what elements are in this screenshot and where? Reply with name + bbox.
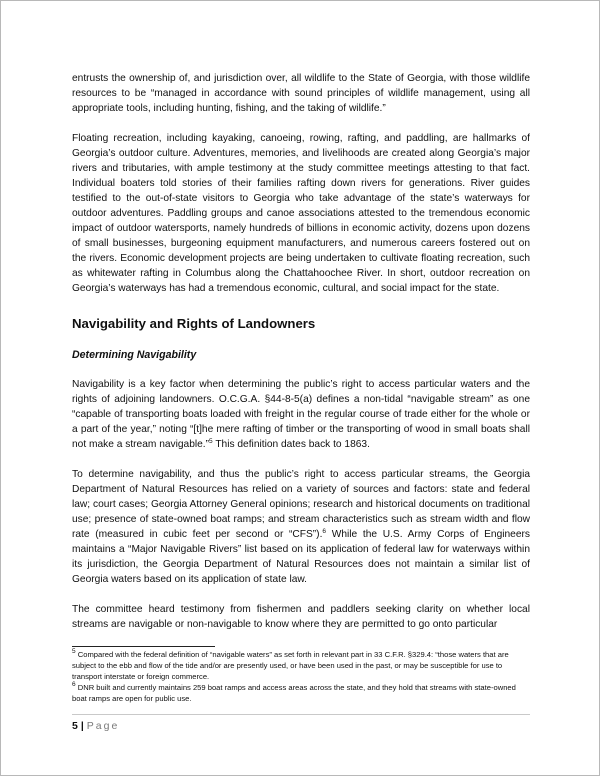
paragraph-navigability [72, 377, 530, 452]
footnote-number: 5 [72, 648, 76, 655]
body-content [72, 71, 530, 632]
footer-divider [72, 714, 530, 715]
footnote-number: 6 [72, 681, 76, 688]
footnote-text: Compared with the federal definition of “navigable waters” as set forth in relevant part in 33 C.F.R. §329.4: “those waters that are subject to the ebb and flow of the tide and/or are presently used, or have been used in the past, or may be susceptible for use to transport interstate or foreign commerce. [72, 650, 509, 681]
paragraph-dnr-sources-tail: While the U.S. Army Corps of Engineers maintains a “Major Navigable Rivers” list based on its application of federal law for waterways within its jurisdiction, the Georgia Department of Natural Resources does not maintain a similar list of Georgia waters based on its application of state law. [72, 529, 530, 585]
page-label: Page [86, 720, 120, 732]
footnote-6 [72, 682, 532, 704]
paragraph-floating-recreation: Floating recreation, including kayaking, canoeing, rowing, rafting, and paddling, are hallmarks of Georgia’s outdoor culture. Adventures, memories, and livelihoods are created along Georgia’s major rivers and tributaries, with ample testimony at the study committee meetings attesting to that fact. Individual boaters told stories of their families rafting down rivers for generations. River guides testified to the out-of-state visitors to Georgia who take advantage of the state’s waterways for outdoor adventures. Paddling groups and canoe associations attested to the tremendous economic impact of outdoor watersports, namely hundreds of billions in economic activity, dozens upon dozens of small businesses, burgeoning equipment manufacturers, and numerous careers fostered out on the rivers. Economic development projects are being undertaken to cultivate floating recreation, such as whitewater rafting in Columbus along the Chattahoochee River. In short, outdoor recreation on Georgia’s waterways has had a tremendous economic, cultural, and social impact for the state. [72, 133, 530, 294]
footnote-reference-5[interactable]: 5 [209, 438, 213, 445]
footnote-reference-6[interactable]: 6 [322, 528, 327, 535]
subheading: Determining Navigability [72, 349, 197, 361]
paragraph-navigability-text: Navigability is a key factor when determining the public’s right to access particular waters and the rights of adjoining landowners. O.C.G.A. §44-8-5(a) defines a non-tidal “navigable stream” as one “capable of transporting boats loaded with freight in the regular course of trade either for the whole or a part of the year,” noting “[t]he mere rafting of timber or the transporting of wood in small boats shall not make a stream navigable.” [72, 379, 530, 450]
paragraph-navigability-tail: This definition dates back to 1863. [212, 439, 370, 450]
paragraph-dnr-sources-text: To determine navigability, and thus the public’s right to access particular streams, the Georgia Department of Natural Resources has relied on a variety of sources and factors: state and federal law; court cases; Georgia Attorney General opinions; research and historical documents on traditional use; presence of state-owned boat ramps; and stream characteristics such as stream width and flow rate (measured in cubic feet per second or “CFS”). [72, 469, 530, 540]
section-heading: Navigability and Rights of Landowners [72, 316, 316, 331]
paragraph-dnr-sources [72, 467, 530, 587]
page-number: 5 [72, 720, 78, 732]
paragraph-wildlife: entrusts the ownership of, and jurisdiction over, all wildlife to the State of Georgia, with those wildlife resources to be “managed in accordance with sound principles of wildlife management, using all appropriate tools, including hunting, fishing, and the taking of wildlife.” [72, 73, 530, 114]
page-footer [72, 719, 119, 733]
footnote-text: DNR built and currently maintains 259 boat ramps and access areas across the state, and they hold that streams with state-owned boat ramps are open for public use. [72, 683, 516, 703]
footnotes [72, 649, 532, 704]
footnote-5 [72, 649, 532, 682]
footer-separator: | [80, 720, 84, 732]
paragraph-committee-testimony: The committee heard testimony from fishermen and paddlers seeking clarity on whether local streams are navigable or non-navigable to know where they are permitted to go onto particular [72, 604, 530, 630]
footnote-divider [72, 646, 215, 647]
